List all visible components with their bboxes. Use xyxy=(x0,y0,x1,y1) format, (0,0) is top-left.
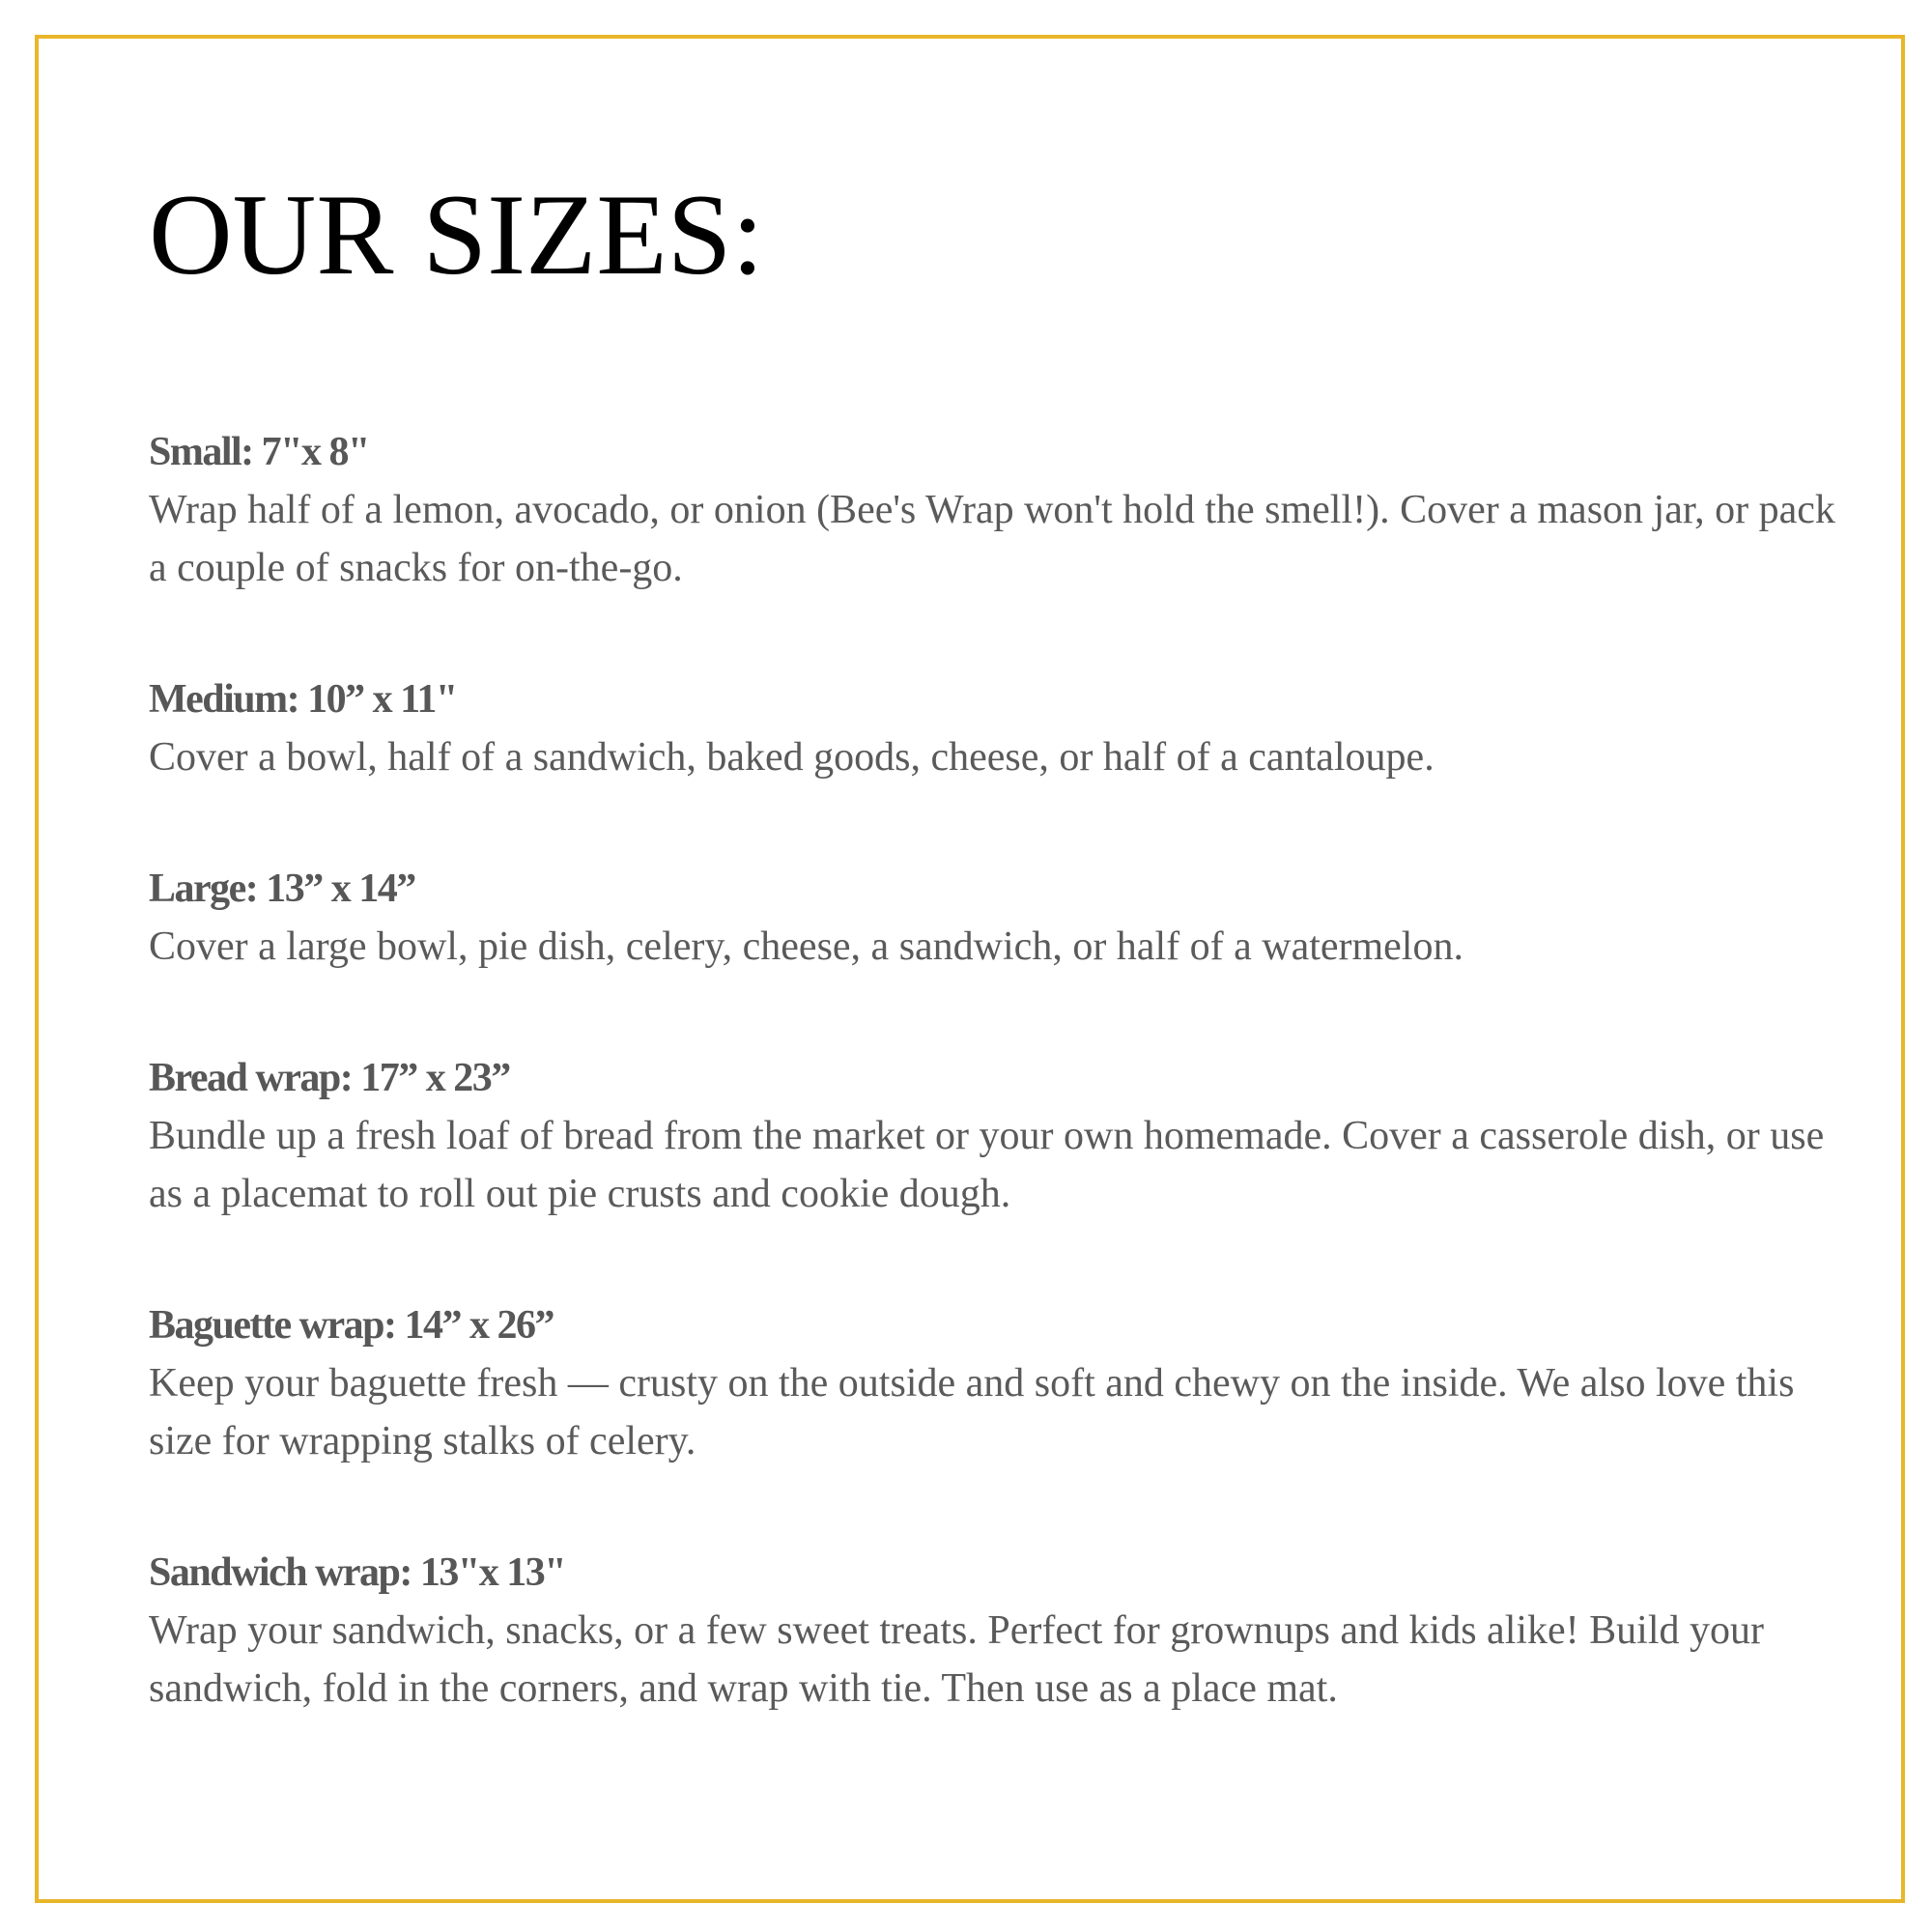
size-description: Wrap half of a lemon, avocado, or onion (Bee's Wrap won't hold the smell!). Cover a mason jar, or pack a couple of snacks for on-the-go. xyxy=(149,488,1835,590)
size-entry-large xyxy=(149,860,1849,976)
size-heading: Large: 13” x 14” xyxy=(149,867,415,911)
sizes-list xyxy=(149,423,1849,1791)
size-entry-baguette-wrap xyxy=(149,1296,1849,1470)
size-entry-small xyxy=(149,423,1849,597)
size-entry-sandwich-wrap xyxy=(149,1544,1849,1718)
size-heading: Small: 7"x 8" xyxy=(149,430,369,474)
size-description: Cover a bowl, half of a sandwich, baked goods, cheese, or half of a cantaloupe. xyxy=(149,735,1435,780)
size-heading: Medium: 10” x 11" xyxy=(149,677,457,722)
size-description: Cover a large bowl, pie dish, celery, cheese, a sandwich, or half of a watermelon. xyxy=(149,924,1463,969)
size-description: Bundle up a fresh loaf of bread from the market or your own homemade. Cover a casserole dish, or use as a placemat to roll out pie crusts and cookie dough. xyxy=(149,1114,1825,1216)
size-description: Keep your baguette fresh — crusty on the outside and soft and chewy on the inside. We also love this size for wrapping stalks of celery. xyxy=(149,1361,1795,1463)
size-heading: Sandwich wrap: 13"x 13" xyxy=(149,1550,566,1595)
size-heading: Bread wrap: 17” x 23” xyxy=(149,1056,510,1100)
size-entry-bread-wrap xyxy=(149,1049,1849,1223)
page-title: OUR SIZES: xyxy=(149,170,764,298)
size-entry-medium xyxy=(149,670,1849,786)
size-description: Wrap your sandwich, snacks, or a few sweet treats. Perfect for grownups and kids alike! Build your sandwich, fold in the corners, and wrap with tie. Then use as a place mat. xyxy=(149,1608,1765,1711)
size-heading: Baguette wrap: 14” x 26” xyxy=(149,1303,554,1348)
